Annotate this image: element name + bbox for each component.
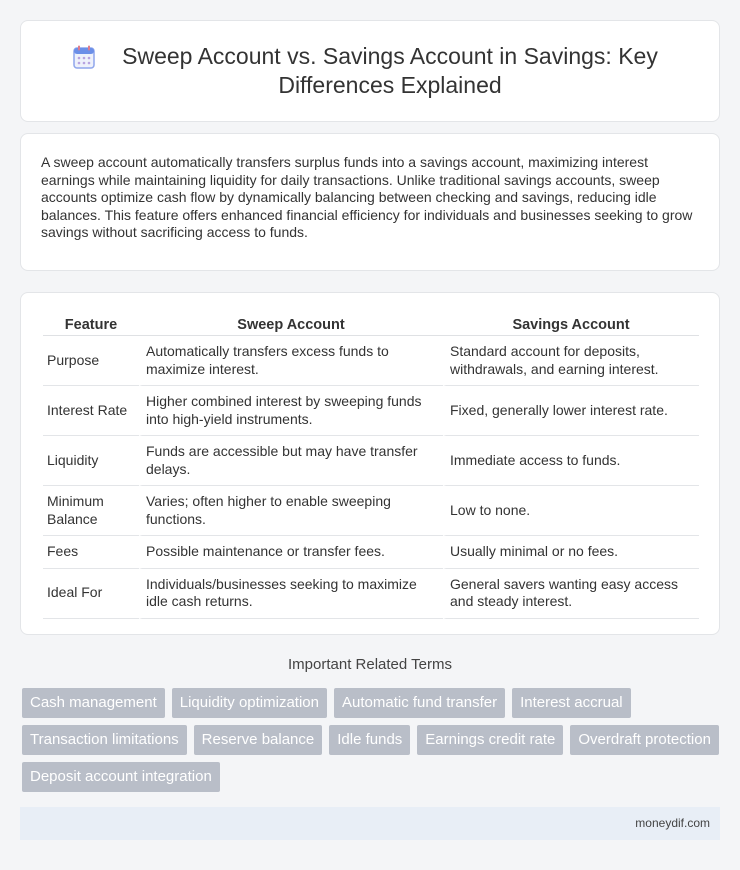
savings-cell: Standard account for deposits, withdrawals, and earning interest. (443, 336, 699, 386)
feature-cell: Liquidity (43, 436, 139, 486)
column-header: Feature (43, 313, 139, 336)
intro-text: A sweep account automatically transfers surplus funds into a savings account, maximizing interest earnings while maintaining liquidity for daily transactions. Unlike traditional savings accounts, sweep accounts optimize cash flow by dynamically balancing between checking and savings, reducing idle balances. This feature offers enhanced financial efficiency for individuals and businesses seeking to grow savings without sacrificing access to funds. (41, 154, 693, 241)
sweep-cell: Varies; often higher to enable sweeping functions. (139, 486, 443, 536)
comparison-table (43, 313, 699, 619)
table-row (43, 436, 699, 486)
related-terms-title: Important Related Terms (288, 656, 452, 673)
feature-cell: Interest Rate (43, 386, 139, 436)
savings-cell: General savers wanting easy access and steady interest. (443, 569, 699, 619)
table-row (43, 336, 699, 386)
savings-cell: Low to none. (443, 486, 699, 536)
feature-cell: Minimum Balance (43, 486, 139, 536)
site-name[interactable]: moneydif.com (635, 816, 710, 830)
sweep-cell: Automatically transfers excess funds to maximize interest. (139, 336, 443, 386)
comparison-card (20, 292, 720, 635)
feature-cell: Ideal For (43, 569, 139, 619)
term-tag[interactable]: Liquidity optimization (172, 688, 327, 718)
term-tag[interactable]: Overdraft protection (570, 725, 719, 755)
savings-cell: Usually minimal or no fees. (443, 536, 699, 569)
sweep-cell: Individuals/businesses seeking to maximize idle cash returns. (139, 569, 443, 619)
term-tag[interactable]: Transaction limitations (22, 725, 187, 755)
savings-cell: Fixed, generally lower interest rate. (443, 386, 699, 436)
intro-card (20, 133, 720, 271)
column-header: Savings Account (443, 313, 699, 336)
table-row (43, 386, 699, 436)
term-tag[interactable]: Automatic fund transfer (334, 688, 505, 718)
header-card (20, 20, 720, 122)
page-title: Sweep Account vs. Savings Account in Savings: Key Differences Explained (122, 43, 658, 98)
feature-cell: Purpose (43, 336, 139, 386)
term-tag[interactable]: Deposit account integration (22, 762, 220, 792)
sweep-cell: Possible maintenance or transfer fees. (139, 536, 443, 569)
term-tag[interactable]: Idle funds (329, 725, 410, 755)
feature-cell: Fees (43, 536, 139, 569)
savings-cell: Immediate access to funds. (443, 436, 699, 486)
term-tag[interactable]: Earnings credit rate (417, 725, 563, 755)
term-tag[interactable]: Reserve balance (194, 725, 323, 755)
table-row (43, 569, 699, 619)
table-row (43, 486, 699, 536)
column-header: Sweep Account (139, 313, 443, 336)
term-tag[interactable]: Interest accrual (512, 688, 631, 718)
term-tag[interactable]: Cash management (22, 688, 165, 718)
footer (20, 807, 720, 840)
calendar-icon (73, 45, 95, 69)
related-terms-list (22, 688, 722, 792)
sweep-cell: Funds are accessible but may have transfer delays. (139, 436, 443, 486)
sweep-cell: Higher combined interest by sweeping funds into high-yield instruments. (139, 386, 443, 436)
table-header-row (43, 313, 699, 336)
table-row (43, 536, 699, 569)
